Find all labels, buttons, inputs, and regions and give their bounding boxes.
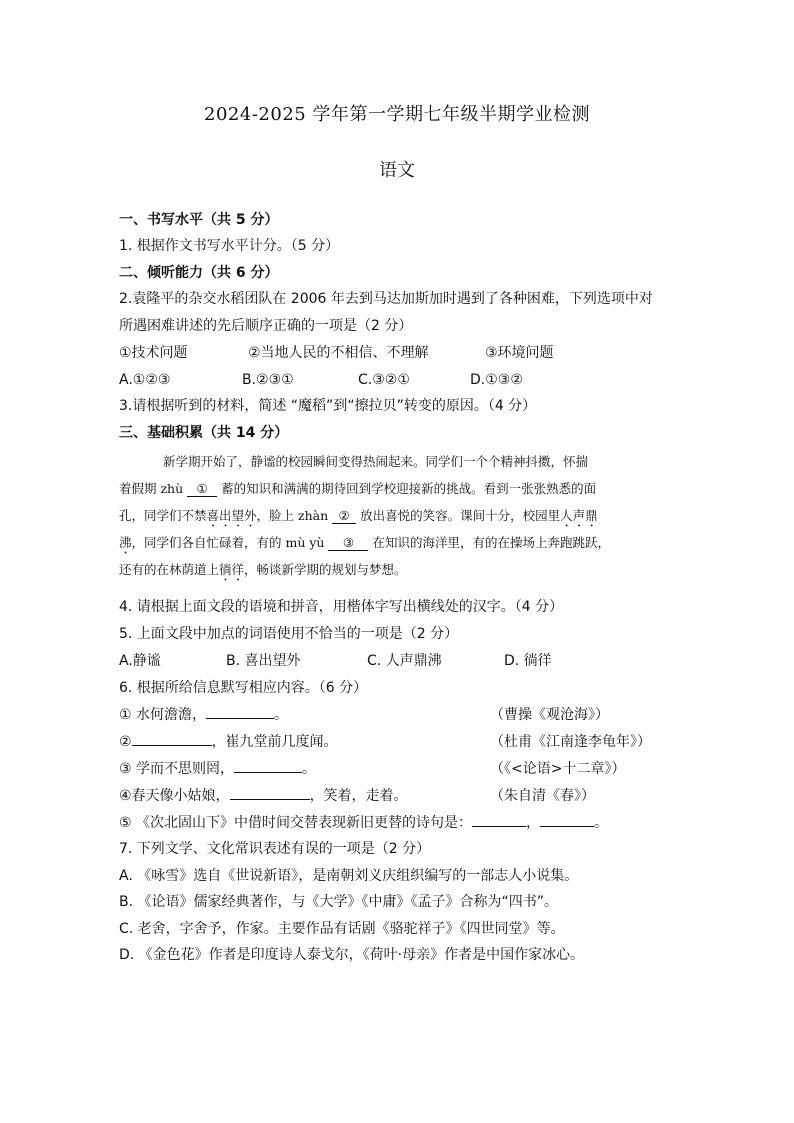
blank-3: ③: [328, 535, 368, 551]
q7-option-a: A. 《咏雪》选自《世说新语》，是南朝刘义庆组织编写的一部志人小说集。: [119, 868, 579, 884]
q2-option-b: B.②③①: [242, 372, 294, 388]
q2-item-3: ③环境问题: [485, 345, 554, 361]
passage-line-1: 新学期开始了，静谧的校园瞬间变得热闹起来。同学们一个个精神抖擞，怀揣: [163, 454, 589, 469]
question-2-line-1: 2.袁隆平的杂交水稻团队在 2006 年去到马达加斯加时遇到了各种困难，下列选项中对: [119, 291, 653, 307]
q2-item-1: ①技术问题: [119, 345, 188, 361]
exam-title: 2024-2025 学年第一学期七年级半期学业检测: [204, 104, 590, 125]
q6-text: 。: [274, 707, 289, 723]
q7-option-d: D. 《金色花》作者是印度诗人泰戈尔，《荷叶·母亲》作者是中国作家冰心。: [119, 947, 585, 963]
passage-text: 着假期 zhù: [119, 481, 188, 496]
passage-text: ，同学们各自忙碌着，有的 mù yù: [131, 535, 329, 550]
q2-item-2: ②当地人民的不相信、不理解: [248, 345, 429, 361]
dotted-word-xichuwangwai: 喜出望外: [206, 508, 257, 523]
q6-text: ⑤ 《次北固山下》中借时间交替表现新旧更替的诗句是：: [119, 815, 472, 831]
question-7: 7. 下列文学、文化常识表述有误的一项是（2 分）: [119, 841, 431, 857]
q6-source-4: （朱自清《春》）: [490, 788, 595, 804]
question-4: 4. 请根据上面文段的语境和拼音，用楷体字写出横线处的汉字。（4 分）: [119, 599, 564, 615]
passage-text: 蓄的知识和满满的期待回到学校迎接新的挑战。看到一张张熟悉的面: [221, 481, 597, 496]
blank-2: ②: [332, 508, 356, 524]
question-5: 5. 上面文段中加点的词语使用不恰当的一项是（2 分）: [119, 626, 459, 642]
passage-text: 放出喜悦的笑容。课间十分，校园里: [360, 508, 561, 523]
q6-text: ③ 学而不思则罔，: [119, 761, 235, 777]
dotted-word-changyang: 徜徉: [219, 562, 245, 577]
q6-source-3: （《<论语>十二章》）: [490, 761, 626, 777]
section-2-heading: 二、倾听能力（共 6 分）: [119, 265, 279, 281]
q6-text: ，崔九堂前几度闻。: [211, 734, 338, 750]
q6-text: 。: [594, 815, 608, 831]
answer-blank[interactable]: [472, 814, 526, 827]
passage-line-5: [119, 560, 407, 584]
q6-item-5: [119, 814, 608, 832]
answer-blank[interactable]: [230, 787, 310, 800]
q6-text: ④春天像小姑娘，: [119, 788, 230, 804]
q7-option-c: C. 老舍，字舍予，作家。主要作品有话剧《骆驼祥子》《四世同堂》等。: [119, 921, 565, 937]
passage-line-2: [119, 479, 596, 497]
answer-blank[interactable]: [206, 706, 274, 719]
q6-item-2: [119, 733, 338, 751]
passage-line-4: [119, 533, 610, 557]
q6-text: ，笑着，走着。: [309, 788, 408, 804]
q6-item-4: [119, 787, 408, 805]
q6-text: ，: [526, 815, 540, 831]
passage-text: 孔，同学们不禁: [119, 508, 207, 523]
q2-option-a: A.①②③: [119, 372, 171, 388]
q5-option-b: B. 喜出望外: [226, 653, 301, 669]
q5-option-c: C. 人声鼎沸: [367, 653, 442, 669]
q6-text: ②: [119, 734, 132, 750]
blank-1: ①: [187, 481, 217, 497]
q6-item-3: [119, 760, 316, 778]
q2-option-d: D.①③②: [470, 372, 523, 388]
passage-text: ，畅谈新学期的规划与梦想。: [244, 562, 407, 577]
passage-text: 在知识的海洋里，有的在操场上奔跑跳跃，: [372, 535, 610, 550]
exam-subject: 语文: [379, 160, 415, 181]
section-3-heading: 三、基础积累（共 14 分）: [119, 425, 289, 441]
question-2-line-2: 所遇困难讲述的先后顺序正确的一项是（2 分）: [119, 318, 413, 334]
answer-blank[interactable]: [132, 733, 212, 746]
question-1: 1. 根据作文书写水平计分。（5 分）: [119, 238, 340, 254]
section-1-heading: 一、书写水平（共 5 分）: [119, 212, 279, 228]
passage-text: ，脸上 zhàn: [256, 508, 329, 523]
q6-text: 。: [302, 761, 317, 777]
q6-item-1: [119, 706, 288, 724]
q6-source-1: （曹操《观沧海》）: [490, 707, 609, 723]
q5-option-a: A.静谧: [119, 653, 161, 669]
q5-option-d: D. 徜徉: [504, 653, 552, 669]
passage-text: 还有的在林荫道上: [119, 562, 220, 577]
question-6: 6. 根据所给信息默写相应内容。（6 分）: [119, 680, 368, 696]
q6-text: ① 水何澹澹，: [119, 707, 207, 723]
q2-option-c: C.③②①: [358, 372, 410, 388]
dotted-word-fei: 沸: [119, 535, 132, 550]
question-3: 3.请根据听到的材料，简述 “魔稻”到“擦拉贝”转变的原因。（4 分）: [119, 398, 537, 414]
answer-blank[interactable]: [540, 814, 594, 827]
passage-line-3: [119, 506, 598, 530]
q7-option-b: B. 《论语》儒家经典著作，与《大学》《中庸》《孟子》合称为“四书”。: [119, 894, 559, 910]
q6-source-2: （杜甫《江南逢李龟年》）: [490, 734, 651, 750]
dotted-word-renshengding: 人声鼎: [560, 508, 598, 523]
answer-blank[interactable]: [234, 760, 302, 773]
reading-passage: [119, 452, 679, 582]
